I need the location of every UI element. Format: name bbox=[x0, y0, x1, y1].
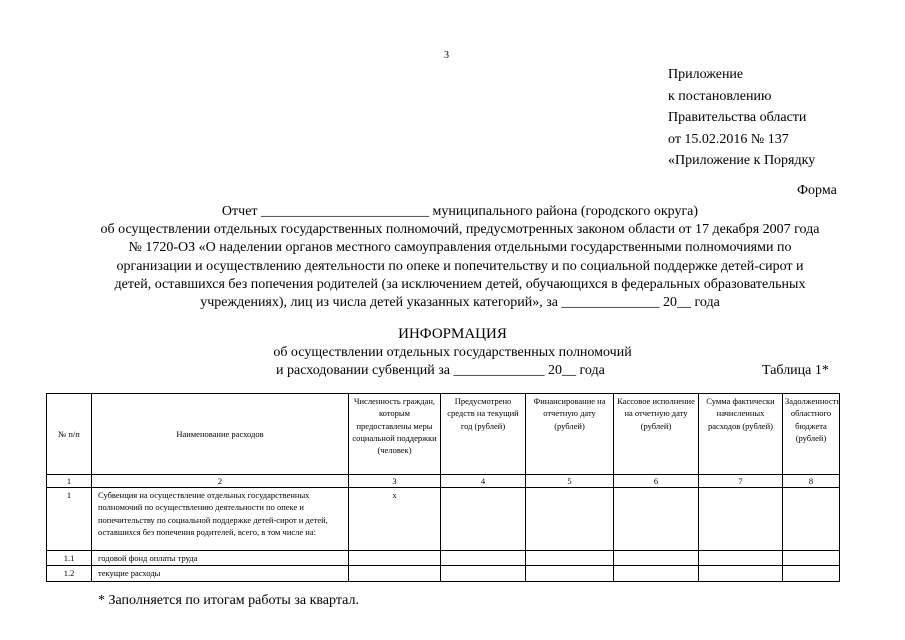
info-table bbox=[46, 393, 840, 582]
row-name: годовой фонд оплаты труда bbox=[92, 551, 349, 566]
row-name: текущие расходы bbox=[92, 566, 349, 581]
info-subtitle-line1: об осуществлении отдельных государственных полномочий bbox=[273, 345, 632, 360]
info-heading: ИНФОРМАЦИЯ bbox=[398, 326, 507, 342]
report-title-line: № 1720-ОЗ «О наделении органов местного самоуправления отдельными государственными полномочиями по bbox=[128, 240, 792, 256]
empty-cell bbox=[699, 551, 783, 566]
column-number: 7 bbox=[699, 475, 783, 488]
report-title-line: учреждениях), лиц из числа детей указанных категорий», за ______________ 20__ года bbox=[200, 295, 720, 311]
empty-cell bbox=[441, 566, 526, 581]
footnote: * Заполняется по итогам работы за квартал. bbox=[98, 593, 359, 608]
column-number: 5 bbox=[526, 475, 614, 488]
empty-cell bbox=[614, 551, 699, 566]
appendix-line: от 15.02.2016 № 137 bbox=[668, 131, 789, 147]
column-number: 8 bbox=[783, 475, 840, 488]
empty-cell bbox=[699, 488, 783, 551]
empty-cell bbox=[783, 566, 840, 581]
header-cell-num: № п/п bbox=[47, 394, 92, 475]
appendix-line: Правительства области bbox=[668, 110, 807, 125]
row-name: Субвенция на осуществление отдельных государственных полномочий по осуществлению деятельности по опеке и попечительству по социальной поддержке детей-сирот и детей, оставшихся без попечения родителей, всего, в том числе на: bbox=[92, 488, 349, 551]
header-cell-name: Наименование расходов bbox=[92, 394, 349, 475]
report-title-line: детей, оставшихся без попечения родителей (за исключением детей, обучающихся в федеральных образовательных bbox=[114, 276, 806, 292]
table-label: Таблица 1* bbox=[762, 363, 829, 378]
table-row bbox=[47, 488, 840, 551]
empty-cell bbox=[614, 488, 699, 551]
empty-cell bbox=[526, 488, 614, 551]
report-title-line: об осуществлении отдельных государственных полномочий, предусмотренных законом области от 17 декабря 2007 года bbox=[100, 222, 820, 238]
info-subtitle-line2: и расходовании субвенций за _____________ 20__ года bbox=[276, 363, 605, 378]
row-count bbox=[349, 566, 441, 581]
appendix-line: «Приложение к Порядку bbox=[668, 153, 816, 168]
appendix-line: к постановлению bbox=[668, 88, 772, 104]
empty-cell bbox=[614, 566, 699, 581]
empty-cell bbox=[441, 488, 526, 551]
column-number: 4 bbox=[441, 475, 526, 488]
column-number: 6 bbox=[614, 475, 699, 488]
empty-cell bbox=[441, 551, 526, 566]
header-cell-cash: Кассовое исполнение на отчетную дату (рублей) bbox=[614, 394, 699, 475]
empty-cell bbox=[783, 551, 840, 566]
table-row bbox=[47, 551, 840, 566]
empty-cell bbox=[526, 551, 614, 566]
column-number-row bbox=[47, 475, 840, 488]
row-count bbox=[349, 551, 441, 566]
appendix-block bbox=[668, 64, 815, 172]
row-number: 1.1 bbox=[47, 551, 92, 566]
row-count: х bbox=[349, 488, 441, 551]
row-number: 1.2 bbox=[47, 566, 92, 581]
report-title-line: Отчет ________________________ муниципального района (городского округа) bbox=[221, 204, 699, 219]
page-number: 3 bbox=[444, 50, 449, 61]
header-cell-accrued: Сумма фактически начисленных расходов (рублей) bbox=[699, 394, 783, 475]
column-number: 1 bbox=[47, 475, 92, 488]
table-header-row bbox=[47, 394, 840, 475]
report-title-line: организации и осуществлению деятельности по опеке и попечительству и по социальной поддержке детей-сирот и bbox=[116, 258, 804, 274]
row-number: 1 bbox=[47, 488, 92, 551]
empty-cell bbox=[699, 566, 783, 581]
header-cell-planned: Предусмотрено средств на текущий год (рублей) bbox=[441, 394, 526, 475]
empty-cell bbox=[783, 488, 840, 551]
column-number: 3 bbox=[349, 475, 441, 488]
header-cell-financing: Финансирование на отчетную дату (рублей) bbox=[526, 394, 614, 475]
form-label: Форма bbox=[797, 183, 837, 198]
header-cell-count: Численность граждан, которым предоставлены меры социальной поддержки (человек) bbox=[349, 394, 441, 475]
appendix-line: Приложение bbox=[668, 67, 744, 82]
table-row bbox=[47, 566, 840, 581]
report-title bbox=[40, 203, 880, 312]
header-cell-debt: Задолженность областного бюджета (рублей) bbox=[783, 394, 840, 475]
empty-cell bbox=[526, 566, 614, 581]
column-number: 2 bbox=[92, 475, 349, 488]
